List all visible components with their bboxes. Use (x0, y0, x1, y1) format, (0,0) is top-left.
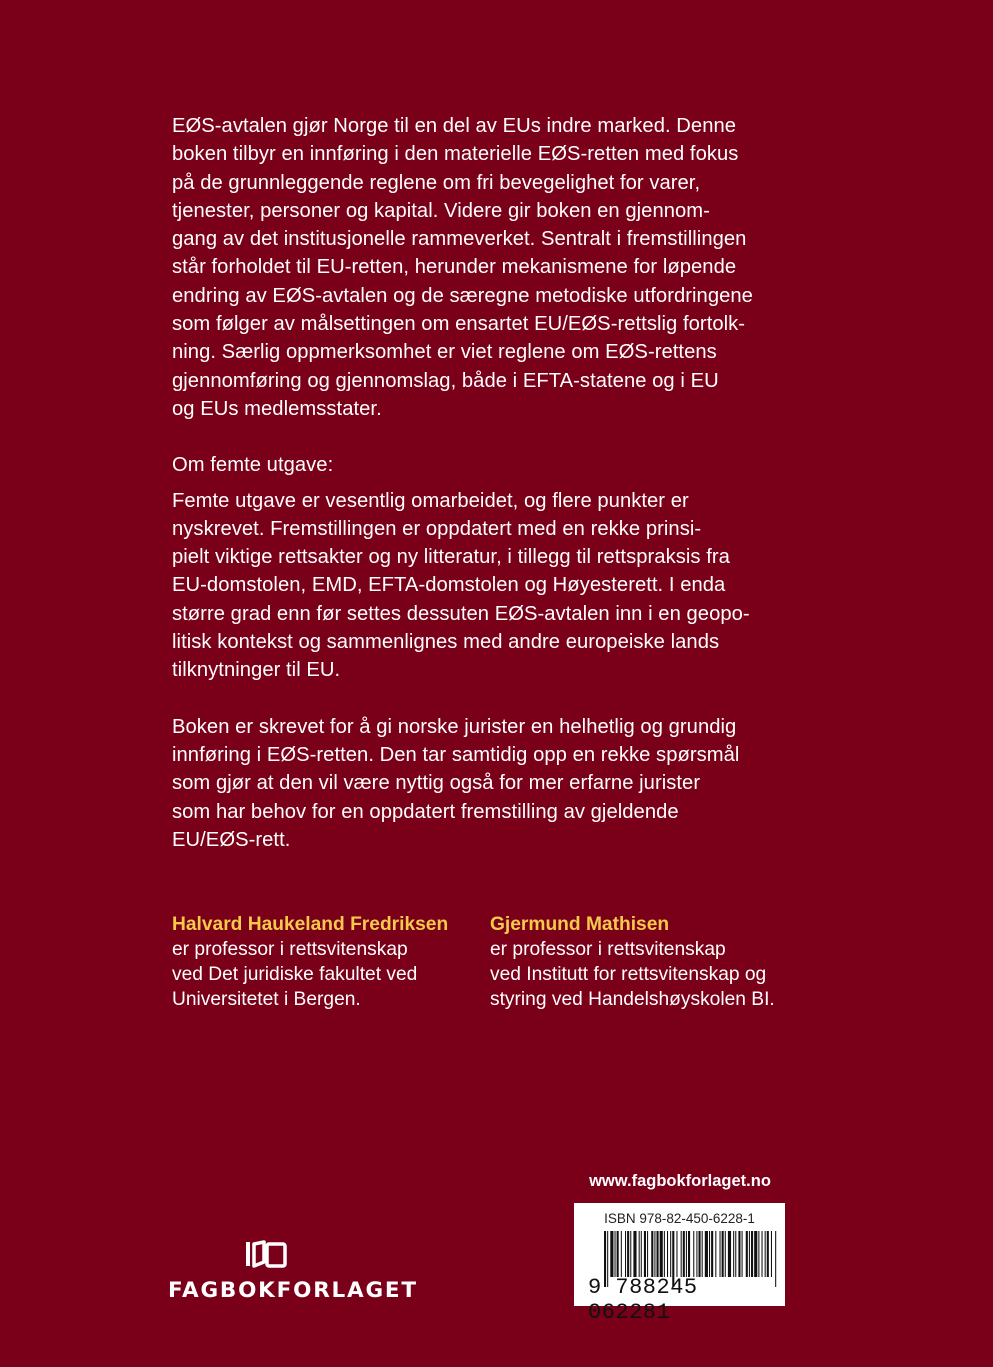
author-block (172, 887, 490, 1012)
book-logo-icon (243, 1240, 289, 1270)
publisher-logo (168, 1240, 418, 1303)
author-name: Gjermund Mathisen (490, 914, 670, 935)
back-cover-blurb (172, 112, 832, 854)
author-name: Halvard Haukeland Fredriksen (172, 914, 449, 935)
blurb-paragraph-2: Femte utgave er vesentlig omarbeidet, og flere punkter er nyskrevet. Fremstillingen er oppdatert med en rekke prinsi- pielt viktige rettsakter og ny litteratur, i tillegg til rettspraksis fra EU-domstolen, EMD, EFTA-domstolen og Høyesterett. I enda større grad enn før settes dessuten EØS-avtalen inn i en geopo- litisk kontekst og sammenlignes med andre europeiske lands tilknytninger til EU. (172, 489, 750, 682)
author-bio: er professor i rettsvitenskap ved Institutt for rettsvitenskap og styring ved Handelshøyskolen BI. (490, 939, 775, 1010)
barcode-digits: 9 788245 062281 (588, 1275, 698, 1325)
author-bio: er professor i rettsvitenskap ved Det juridiske fakultet ved Universitetet i Bergen. (172, 939, 418, 1010)
blurb-paragraph-3: Boken er skrevet for å gi norske jurister en helhetlig og grundig innføring i EØS-retten. Den tar samtidig opp en rekke spørsmål som gjør at den vil være nyttig også for mer erfarne jurister som har behov for en oppdatert fremstilling av gjeldende EU/EØS-rett. (172, 715, 740, 851)
author-section (172, 887, 812, 1012)
isbn-barcode (574, 1203, 785, 1325)
publisher-website: www.fagbokforlaget.no (589, 1172, 771, 1190)
publisher-logo-text: FAGBOKFORLAGET (168, 1278, 418, 1303)
isbn-label: ISBN 978-82-450-6228-1 (604, 1211, 755, 1226)
author-block (490, 887, 775, 1012)
edition-heading: Om femte utgave: (172, 454, 334, 477)
blurb-paragraph-1: EØS-avtalen gjør Norge til en del av EUs indre marked. Denne boken tilbyr en innføring i den materielle EØS-retten med fokus på de grunnleggende reglene om fri bevegelighet for varer, tjenester, personer og kapital. Videre gir boken en gjennom- gang av det institusjonelle rammeverket. Sentralt i fremstillingen står forholdet til EU-retten, herunder mekanismene for løpende endring av EØS-avtalen og de særegne metodiske utfordringene som følger av målsettingen om ensartet EU/EØS-rettslig fortolk- ning. Særlig oppmerksomhet er viet reglene om EØS-rettens gjennomføring og gjennomslag, både i EFTA-statene og i EU og EUs medlemsstater. (172, 115, 753, 420)
